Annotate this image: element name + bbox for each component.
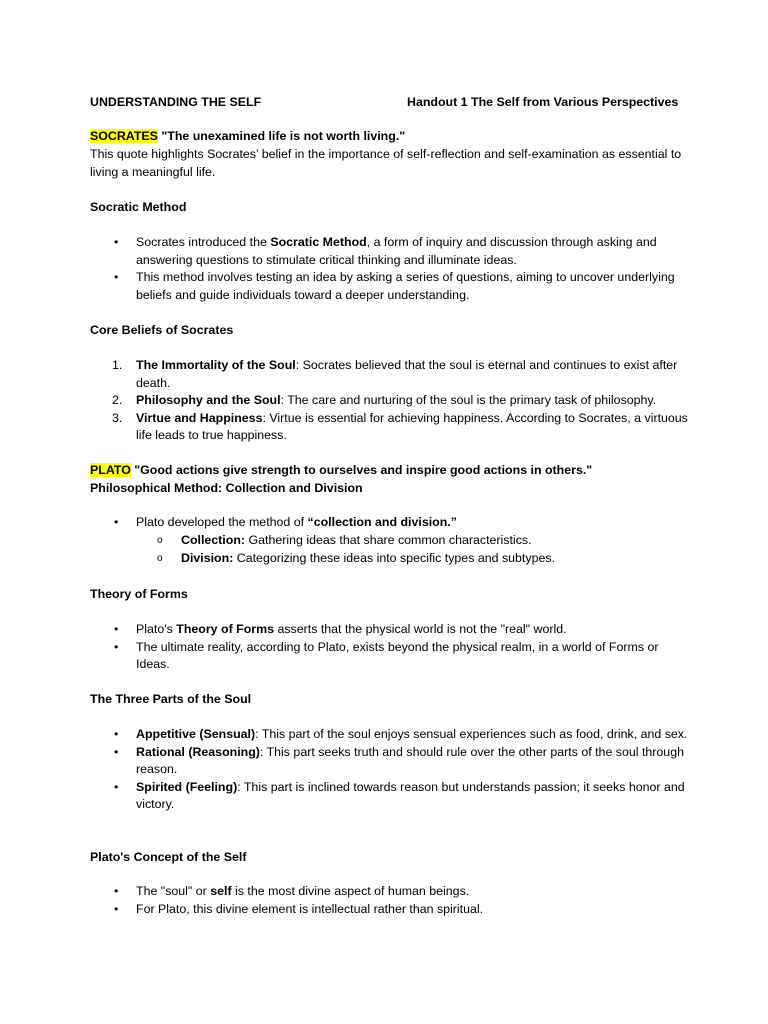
bullet-marker: • bbox=[114, 622, 119, 636]
bullet-marker: • bbox=[114, 727, 119, 741]
list-item: 3. Virtue and Happiness: Virtue is essential for achieving happiness. According to Socrates, a virtuous life leads to true happiness. bbox=[112, 410, 688, 442]
bullet-marker: • bbox=[114, 639, 119, 654]
socrates-quote: "The unexamined life is not worth living." bbox=[157, 129, 406, 143]
list-number: 3. bbox=[112, 410, 123, 425]
list-item: • The ultimate reality, according to Plato, exists beyond the physical realm, in a world of Forms or Ideas. bbox=[114, 639, 659, 671]
list-item: o Collection: Gathering ideas that share common characteristics. bbox=[90, 532, 690, 550]
theory-of-forms-list bbox=[90, 621, 690, 674]
bullet-marker: • bbox=[114, 270, 119, 284]
core-beliefs-heading: Core Beliefs of Socrates bbox=[90, 323, 234, 337]
handout-title: Handout 1 The Self from Various Perspectives bbox=[407, 95, 679, 109]
sub-bullet-marker: o bbox=[157, 552, 163, 564]
list-item: 1. The Immortality of the Soul: Socrates believed that the soul is eternal and continues to exist after death. bbox=[112, 358, 678, 390]
concept-of-self-heading: Plato's Concept of the Self bbox=[90, 850, 247, 864]
list-item: • For Plato, this divine element is intellectual rather than spiritual. bbox=[90, 901, 690, 919]
plato-quote: "Good actions give strength to ourselves and inspire good actions in others." bbox=[130, 463, 593, 477]
socratic-method-heading: Socratic Method bbox=[90, 200, 187, 214]
bullet-marker: • bbox=[114, 515, 119, 529]
core-beliefs-list bbox=[90, 357, 690, 445]
bullet-marker: • bbox=[114, 744, 119, 759]
list-item: • Appetitive (Sensual): This part of the soul enjoys sensual experiences such as food, drink, and sex. bbox=[90, 726, 690, 744]
three-parts-soul-heading: The Three Parts of the Soul bbox=[90, 692, 252, 706]
theory-of-forms-heading: Theory of Forms bbox=[90, 587, 188, 601]
list-item: • Spirited (Feeling): This part is inclined towards reason but understands passion; it seeks honor and victory. bbox=[114, 779, 685, 811]
course-title: UNDERSTANDING THE SELF bbox=[90, 95, 262, 109]
bullet-marker: • bbox=[114, 235, 119, 249]
list-item: o Division: Categorizing these ideas into specific types and subtypes. bbox=[90, 550, 690, 568]
list-item: • Socrates introduced the Socratic Method, a form of inquiry and discussion through asking and answering questions to stimulate critical thinking and illuminate ideas. bbox=[114, 235, 657, 267]
philosophical-method-list bbox=[90, 514, 690, 532]
plato-quote-line bbox=[90, 462, 690, 480]
list-item: • Plato's Theory of Forms asserts that the physical world is not the "real" world. bbox=[90, 621, 690, 639]
list-item: • This method involves testing an idea by asking a series of questions, aiming to uncover underlying beliefs and guide individuals toward a deeper understanding. bbox=[114, 270, 675, 302]
philosophical-method-heading: Philosophical Method: Collection and Division bbox=[90, 481, 363, 495]
socrates-description: This quote highlights Socrates’ belief in the importance of self-reflection and self-examination as essential to living a meaningful life. bbox=[90, 147, 682, 179]
bullet-marker: • bbox=[114, 884, 119, 898]
three-parts-soul-list bbox=[90, 726, 690, 814]
bullet-marker: • bbox=[114, 901, 119, 916]
document-header bbox=[90, 94, 690, 112]
list-item: • Plato developed the method of “collection and division.” bbox=[90, 514, 690, 532]
plato-name-highlight: PLATO bbox=[90, 463, 131, 477]
sub-bullet-marker: o bbox=[157, 535, 163, 546]
list-item: • The "soul" or self is the most divine aspect of human beings. bbox=[90, 883, 690, 901]
list-item: 2. Philosophy and the Soul: The care and nurturing of the soul is the primary task of philosophy. bbox=[90, 392, 690, 410]
concept-of-self-list bbox=[90, 883, 690, 918]
socrates-quote-line bbox=[90, 128, 690, 146]
bullet-marker: • bbox=[114, 779, 119, 794]
collection-division-sublist bbox=[90, 532, 690, 567]
list-item: • Rational (Reasoning): This part seeks truth and should rule over the other parts of the soul through reason. bbox=[114, 744, 684, 776]
list-number: 1. bbox=[112, 358, 123, 372]
list-number: 2. bbox=[112, 393, 123, 407]
socrates-name-highlight: SOCRATES bbox=[90, 129, 158, 143]
socratic-method-list bbox=[90, 234, 690, 304]
